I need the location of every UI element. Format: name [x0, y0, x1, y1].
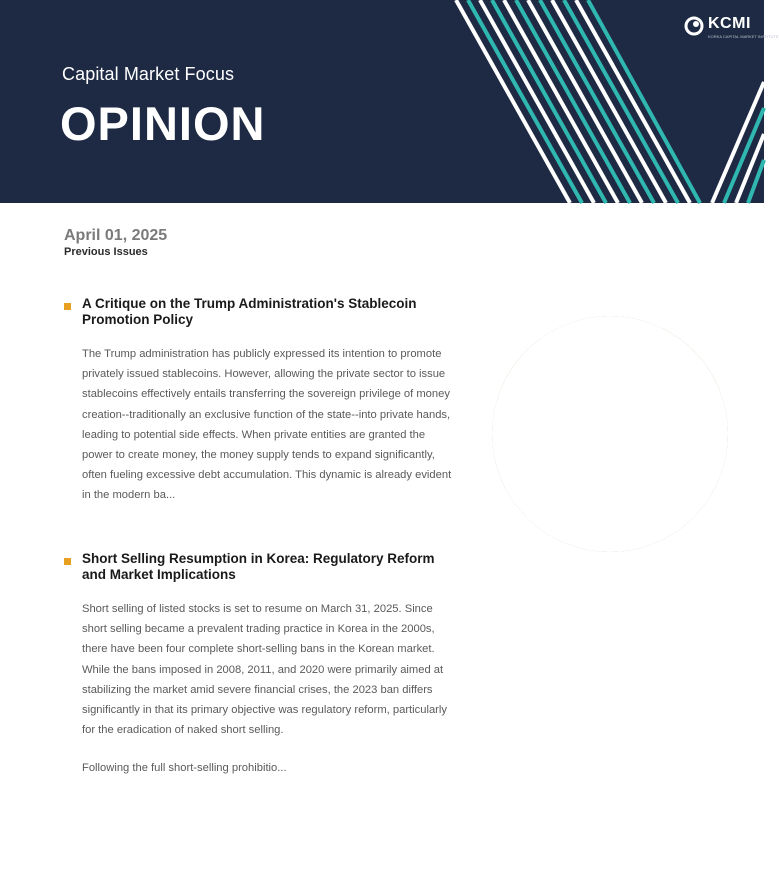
kcmi-logo[interactable] — [684, 14, 779, 44]
article-short-selling — [64, 551, 456, 778]
dotted-globe-illustration — [490, 312, 730, 556]
series-name: Capital Market Focus — [62, 64, 235, 84]
article-excerpt: Short selling of listed stocks is set to resume on March 31, 2025. Since short selling became a prevalent trading practice in Korea in the 2000s, there have been four complete short-selling bans in the Korean market. While the bans imposed in 2008, 2011, and 2020 were primarily aimed at stabilizing the market amid severe financial crises, the 2023 ban differs significantly in that its primary objective was regulatory reform, particularly for the eradication of naked short selling. — [82, 603, 447, 737]
article-stablecoin — [64, 296, 456, 506]
kcmi-logo-icon — [684, 16, 704, 36]
article-excerpt: The Trump administration has publicly expressed its intention to promote privately issued stablecoins. However, allowing the private sector to issue stablecoins effectively entails transferring the sovereign privilege of money creation--traditionally an exclusive function of the state--into private hands, leading to potential side effects. When private entities are granted the power to create money, the money supply tends to expand significantly, often fueling excessive debt accumulation. This dynamic is already evident in the modern ba... — [82, 348, 452, 502]
page-title: OPINION — [60, 97, 266, 150]
bullet-square-icon — [64, 303, 71, 310]
bullet-square-icon — [64, 558, 71, 565]
article-title[interactable]: Short Selling Resumption in Korea: Regulatory Reform and Market Implications — [82, 551, 435, 582]
issue-date: April 01, 2025 — [64, 227, 168, 244]
header-banner — [0, 0, 779, 203]
logo-wordmark: KCMI — [708, 15, 751, 32]
logo-subtitle: KOREA CAPITAL MARKET INSTITUTE — [708, 34, 779, 39]
previous-issues-link[interactable]: Previous Issues — [64, 246, 148, 258]
article-title[interactable]: A Critique on the Trump Administration's Stablecoin Promotion Policy — [82, 296, 417, 327]
article-continuation: Following the full short-selling prohibitio... — [82, 762, 287, 775]
